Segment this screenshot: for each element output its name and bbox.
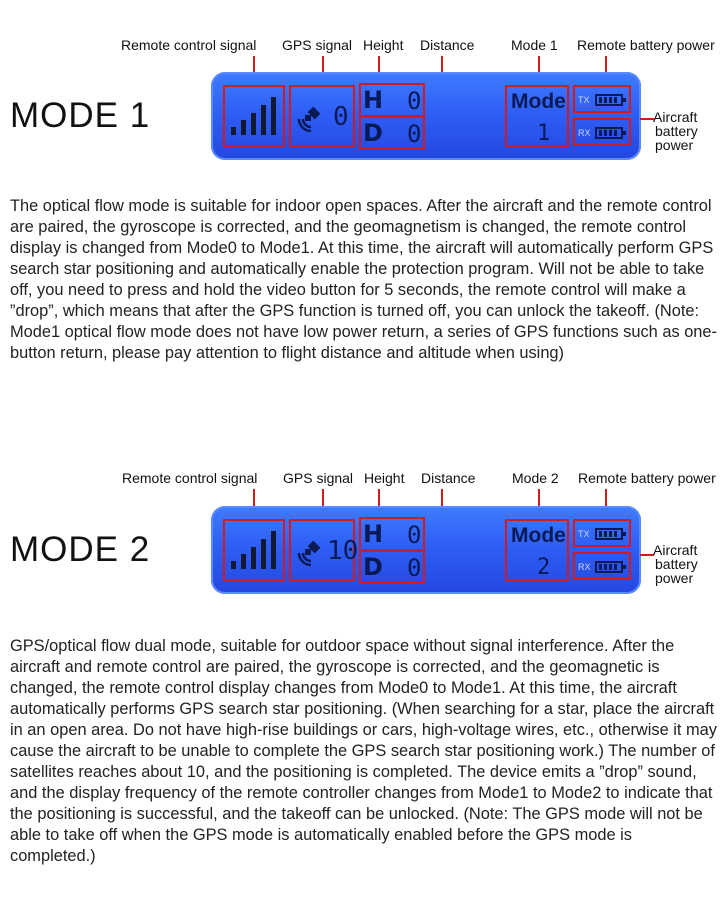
gps-satellite-count: 10	[327, 536, 359, 566]
signal-bars-icon	[231, 97, 279, 135]
rx-label: RX	[578, 128, 591, 138]
height-letter: H	[363, 520, 384, 548]
mode-title: MODE 2	[10, 530, 151, 569]
satellite-icon	[295, 103, 327, 135]
label-aircraft-battery: Aircraft battery power	[653, 109, 698, 153]
height-value: 0	[407, 87, 422, 115]
signal-box	[223, 519, 285, 581]
label-aircraft-battery: Aircraft battery power	[653, 542, 698, 586]
label-remote-battery: Remote battery power	[577, 37, 715, 53]
mode-description: The optical flow mode is suitable for indoor open spaces. After the aircraft and the remote control are paired, the gyroscope is corrected, and the geomagnetism is changed, the remote control display is changed from Mode0 to Mode1. At this time, the aircraft will automatically perform GPS search star positioning and automatically enable the protection program. Will not be able to take off, you need to press and hold the video button for 5 seconds, the remote control will make a ”drop”, which means that after the GPS function is turned off, you can unlock the takeoff. (Note: Mode1 optical flow mode does not have low power return, a series of GPS functions such as one-button return, please pay attention to flight distance and altitude when using)	[10, 197, 717, 362]
label-height: Height	[363, 37, 404, 53]
satellite-icon	[295, 537, 327, 569]
label-remote-control-signal: Remote control signal	[121, 37, 257, 53]
distance-box	[359, 550, 425, 584]
battery-icon	[595, 561, 623, 573]
label-gps-signal: GPS signal	[282, 37, 353, 53]
battery-icon	[595, 94, 623, 106]
tx-battery-box	[573, 85, 631, 113]
label-remote-control-signal: Remote control signal	[122, 470, 258, 486]
signal-bars-icon	[231, 531, 279, 569]
gps-box	[289, 519, 359, 581]
distance-value: 0	[407, 120, 422, 148]
leader-line	[640, 554, 654, 556]
height-box	[359, 517, 425, 551]
mode-word: Mode	[511, 524, 566, 547]
distance-letter: D	[363, 553, 383, 581]
height-box	[359, 83, 425, 117]
battery-icon	[595, 528, 623, 540]
label-gps-signal: GPS signal	[283, 470, 354, 486]
mode-box	[505, 519, 569, 581]
label-distance: Distance	[421, 470, 476, 486]
label-mode: Mode 1	[511, 37, 558, 53]
battery-icon	[595, 127, 623, 139]
height-letter: H	[363, 86, 384, 114]
gps-box	[289, 85, 355, 147]
remote-lcd-display	[211, 72, 641, 160]
leader-line	[640, 118, 654, 120]
rx-battery-box	[573, 118, 631, 146]
mode-title: MODE 1	[10, 96, 151, 135]
tx-label: TX	[578, 529, 590, 539]
mode-description: GPS/optical flow dual mode, suitable for outdoor space without signal interference. After the aircraft and remote control are paired, the gyroscope is corrected, and the geomagnetic is changed, the remote control display changes from Mode0 to Mode1. At this time, the aircraft automatically performs GPS search star positioning. (When searching for a star, place the aircraft in an open area. Do not have high-rise buildings or cars, high-voltage wires, etc., otherwise it may cause the aircraft to be unable to complete the GPS search star positioning work.) The number of satellites reaches about 10, and the positioning is completed. The device emits a ”drop” sound, and the display frequency of the remote controller changes from Mode1 to Mode2 to indicate that the positioning is successful, and the takeoff can be unlocked. (Note: The GPS mode will not be able to take off when the GPS mode is automatically enabled before the GPS mode is completed.)	[10, 637, 717, 865]
label-distance: Distance	[420, 37, 475, 53]
label-height: Height	[364, 470, 405, 486]
distance-value: 0	[407, 554, 422, 582]
rx-battery-box	[573, 552, 631, 580]
gps-satellite-count: 0	[333, 102, 349, 132]
distance-box	[359, 116, 425, 150]
mode-2-section	[0, 434, 728, 910]
mode-value: 1	[537, 121, 551, 146]
rx-label: RX	[578, 562, 591, 572]
distance-letter: D	[363, 119, 383, 147]
mode-box	[505, 85, 569, 147]
signal-box	[223, 85, 285, 147]
tx-label: TX	[578, 95, 590, 105]
label-remote-battery: Remote battery power	[578, 470, 716, 486]
remote-lcd-display	[211, 506, 641, 594]
tx-battery-box	[573, 519, 631, 547]
mode-value: 2	[537, 555, 551, 580]
label-mode: Mode 2	[512, 470, 559, 486]
mode-1-section	[0, 0, 728, 440]
height-value: 0	[407, 521, 422, 549]
mode-word: Mode	[511, 90, 566, 113]
